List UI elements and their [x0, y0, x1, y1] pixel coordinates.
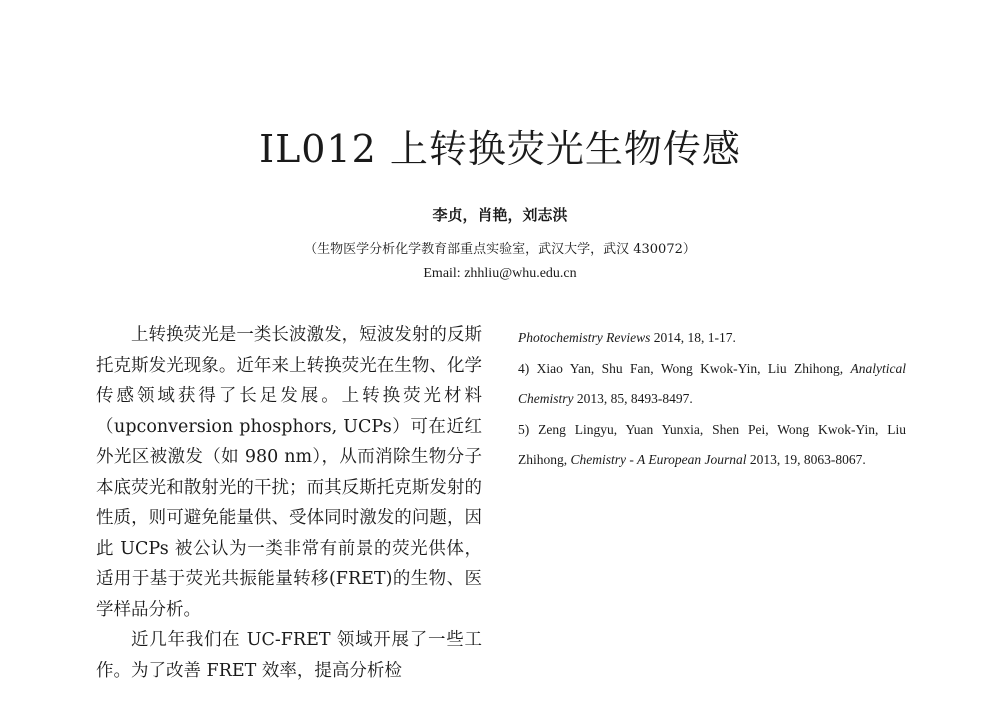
reference-authors: 4) Xiao Yan, Shu Fan, Wong Kwok-Yin, Liu Zhihong, [518, 360, 851, 376]
body-paragraph: 上转换荧光是一类长波激发，短波发射的反斯托克斯发光现象。近年来上转换荧光在生物、化学传感领域获得了长足发展。上转换荧光材料（upconversion phosphors, UCPs）可在近红外光区被激发（如 980 nm），从而消除生物分子本底荧光和散射光的干扰；而其反斯托克斯发射的性质，则可避免能量供、受体同时激发的问题，因此 UCPs 被公认为一类非常有前景的荧光供体，适用于基于荧光共振能量转移(FRET)的生物、医学样品分析。 [96, 325, 482, 620]
affiliation: （生物医学分析化学教育部重点实验室，武汉大学，武汉 430072） [304, 242, 696, 257]
paper-title: IL012 上转换荧光生物传感 [259, 127, 741, 171]
reference-citation: 2013, 19, 8063-8067. [746, 452, 866, 467]
reference-authors: 5) Zeng Lingyu, Yuan Yunxia, Shen Pei, Wong Kwok-Yin, Liu Zhihong, [518, 421, 906, 467]
reference-journal: Analytical Chemistry [518, 360, 906, 406]
reference-item [518, 415, 906, 476]
body-paragraph: 近几年我们在 UC-FRET 领域开展了一些工作。为了改善 FRET 效率，提高分析检 [96, 630, 482, 681]
reference-item [518, 323, 906, 354]
reference-journal: Chemistry - A European Journal [570, 452, 747, 467]
author-list: 李贞，肖艳，刘志洪 [432, 206, 568, 224]
body-column [96, 320, 482, 686]
contact-email: Email: zhhliu@whu.edu.cn [423, 266, 577, 281]
references-column [518, 323, 906, 476]
reference-citation: 2014, 18, 1-17. [650, 330, 736, 345]
reference-citation: 2013, 85, 8493-8497. [573, 391, 693, 406]
reference-item [518, 354, 906, 415]
reference-journal: Photochemistry Reviews [518, 330, 651, 345]
